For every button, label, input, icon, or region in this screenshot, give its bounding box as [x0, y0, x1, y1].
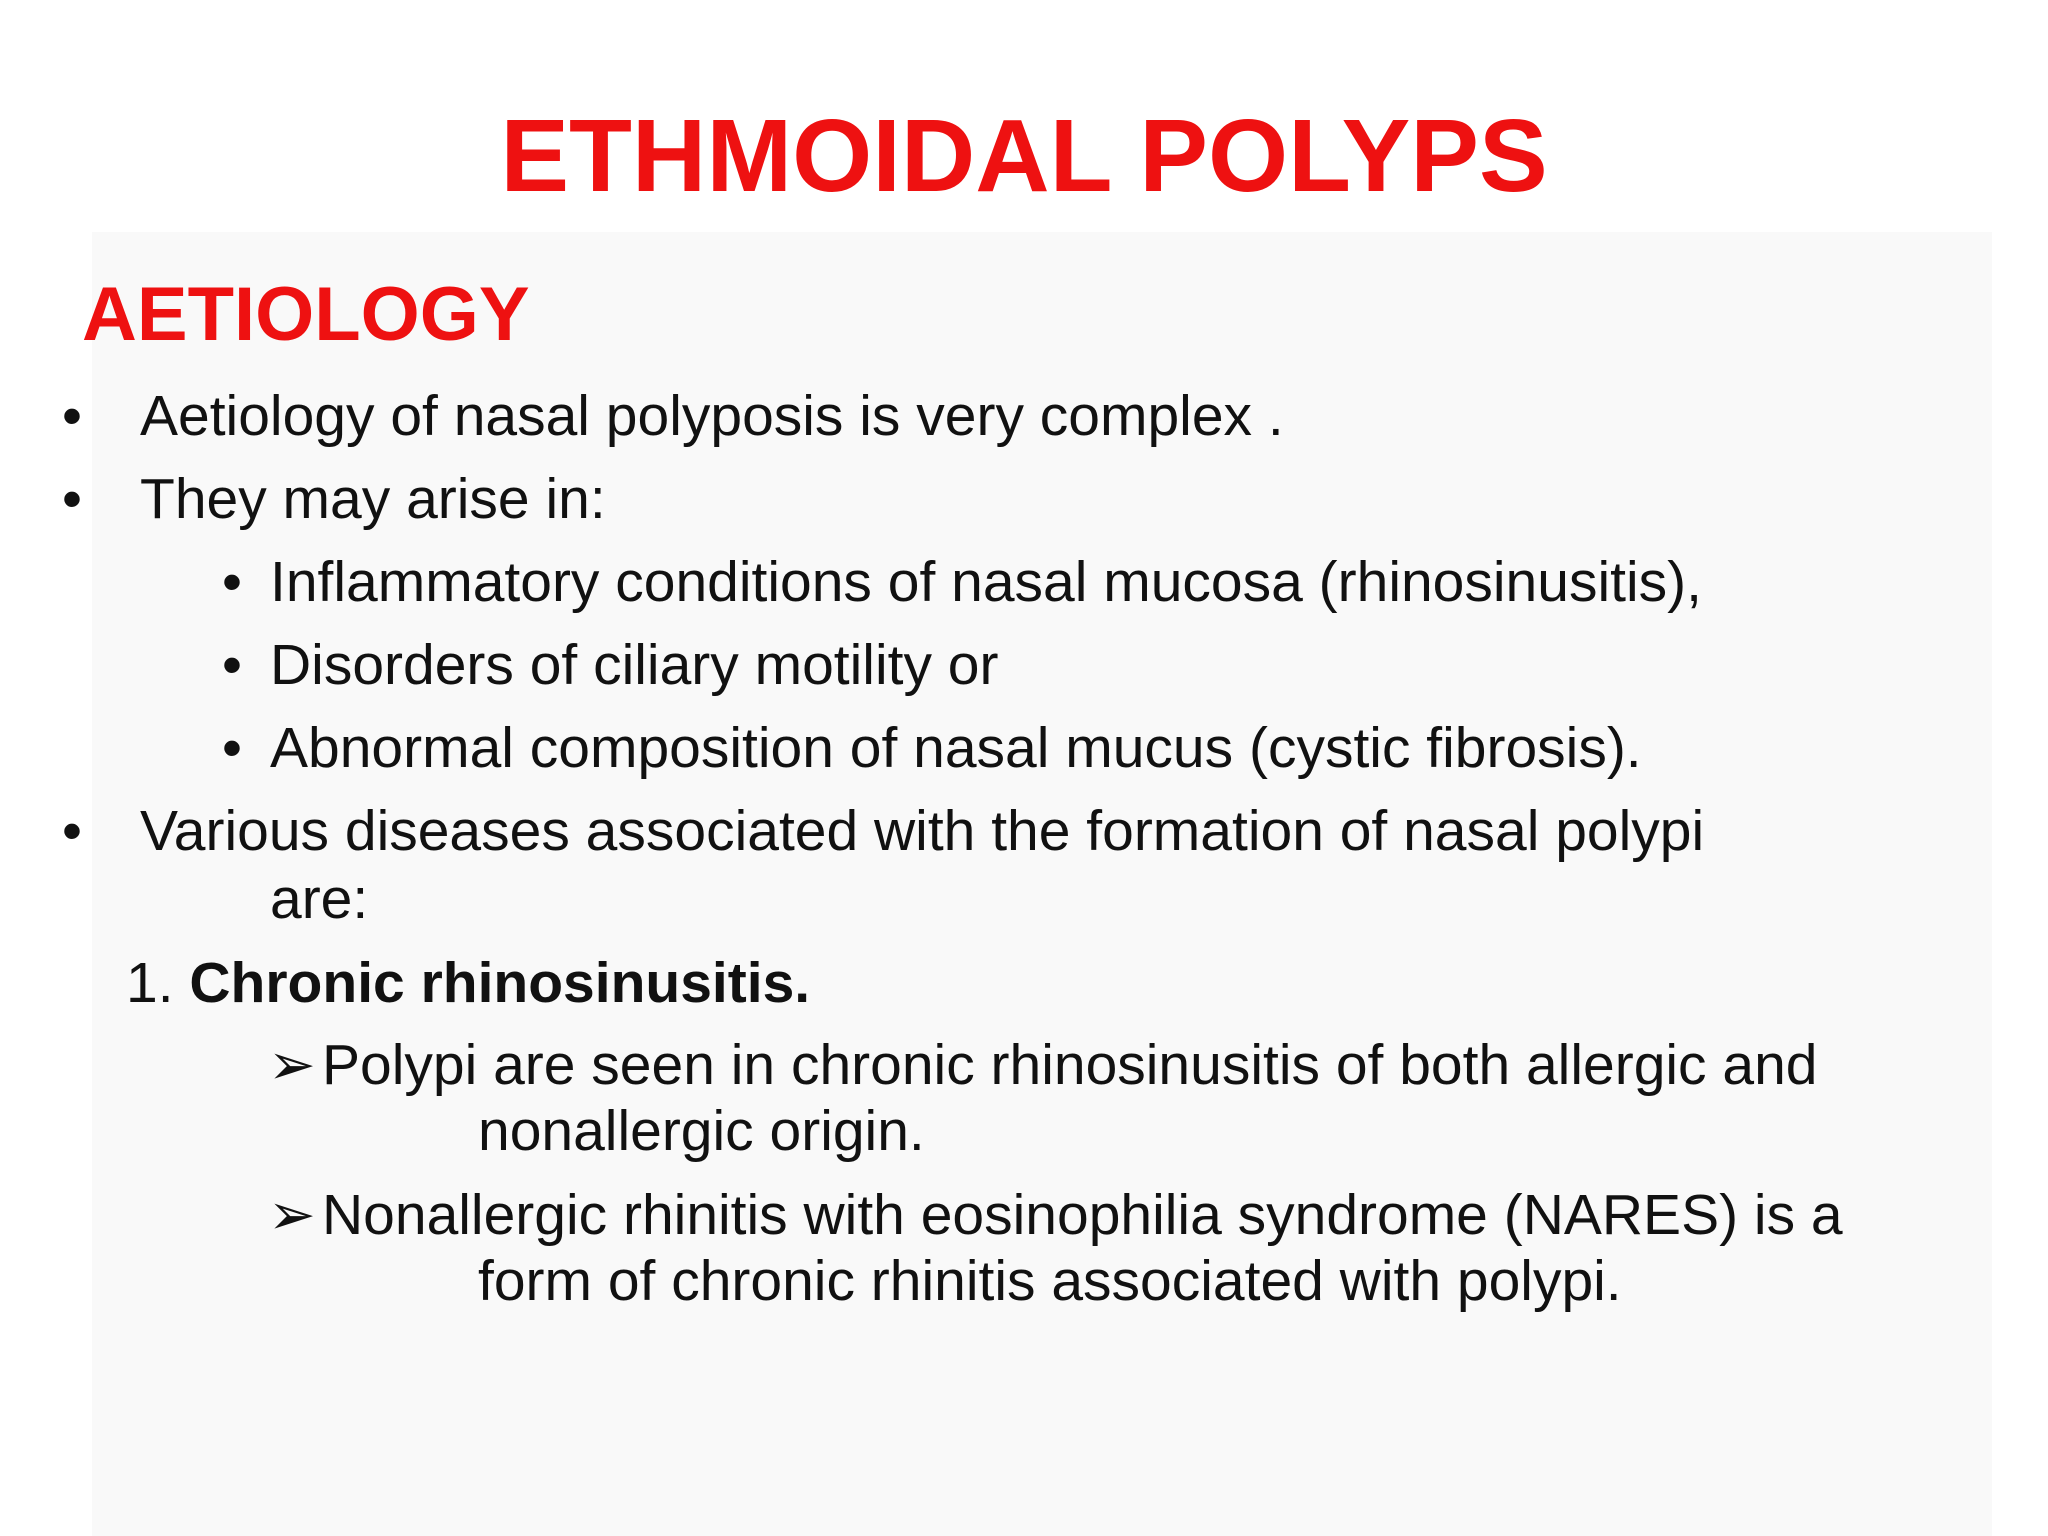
bullet-text: They may arise in: — [140, 467, 606, 531]
numbered-item — [126, 950, 810, 1016]
bullet-text: Aetiology of nasal polyposis is very complex . — [140, 384, 1284, 448]
sub-bullet-icon: • — [222, 633, 242, 697]
bullet-text-continuation: are: — [270, 867, 369, 931]
section-heading: AETIOLOGY — [82, 272, 530, 357]
arrow-item-text: Nonallergic rhinitis with eosinophilia syndrome (NARES) is a — [322, 1183, 1843, 1247]
sub-bullet-text: Abnormal composition of nasal mucus (cystic fibrosis). — [270, 716, 1642, 780]
arrow-item-continuation: form of chronic rhinitis associated with polypi. — [478, 1249, 1622, 1313]
numbered-item-text: Chronic rhinosinusitis. — [189, 951, 811, 1015]
bullet-text: Various diseases associated with the formation of nasal polypi — [140, 799, 1705, 863]
sub-bullet-icon: • — [222, 550, 242, 614]
sub-bullet-text: Inflammatory conditions of nasal mucosa (rhinosinusitis), — [270, 550, 1702, 614]
sub-bullet-icon: • — [222, 716, 242, 780]
arrow-item-text: Polypi are seen in chronic rhinosinusitis of both allergic and — [322, 1033, 1818, 1097]
bullet-icon: • — [62, 467, 82, 531]
slide-title: ETHMOIDAL POLYPS — [500, 98, 1548, 213]
arrow-bullet-icon: ➢ — [268, 1183, 316, 1247]
arrow-item-continuation: nonallergic origin. — [478, 1099, 925, 1163]
sub-bullet-text: Disorders of ciliary motility or — [270, 633, 999, 697]
numbered-item-number: 1. — [126, 951, 174, 1015]
bullet-icon: • — [62, 384, 82, 448]
bullet-icon: • — [62, 799, 82, 863]
arrow-bullet-icon: ➢ — [268, 1033, 316, 1097]
